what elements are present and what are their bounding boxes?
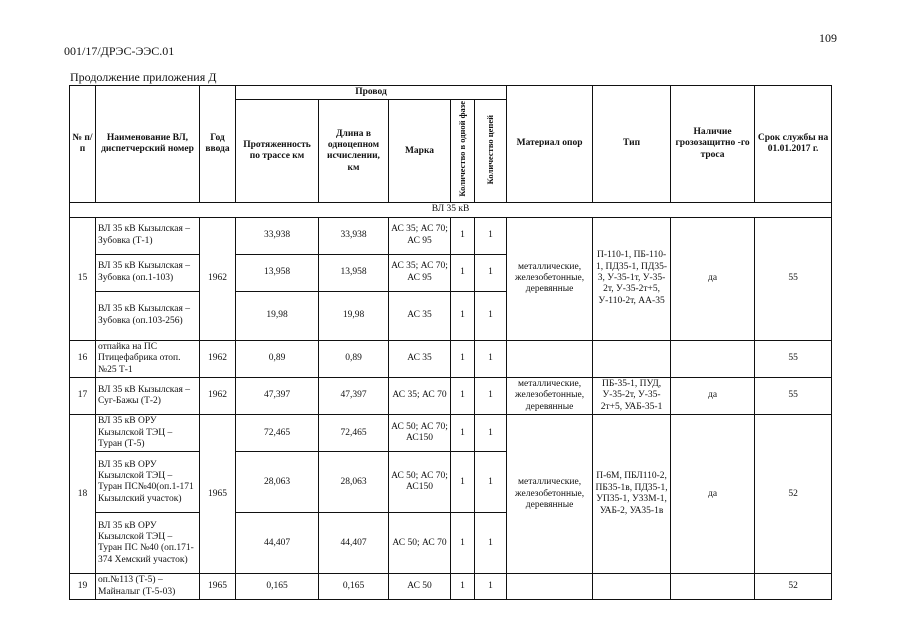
service-life: 55 [755, 377, 832, 414]
header-mark: Марка [389, 100, 451, 203]
support-material [507, 340, 593, 377]
row-num: 19 [70, 574, 96, 600]
wire-mark: АС 35; АС 70; АС 95 [389, 254, 451, 291]
table-row [70, 574, 832, 600]
wire-mark: АС 35; АС 70 [389, 377, 451, 414]
length-route: 0,89 [236, 340, 319, 377]
qty-phase: 1 [451, 513, 475, 574]
length-route: 47,397 [236, 377, 319, 414]
document-code: 001/17/ДРЭС-ЭЭС.01 [64, 44, 175, 58]
wire-mark: АС 50; АС 70; АС150 [389, 415, 451, 452]
qty-phase: 1 [451, 377, 475, 414]
header-year: Год ввода [200, 86, 236, 203]
length-single: 13,958 [319, 254, 389, 291]
line-name: ВЛ 35 кВ ОРУ Кызылской ТЭЦ – Туран (Т-5) [96, 415, 200, 452]
header-qty-circuits-text: Количество цепей [485, 114, 496, 184]
length-route: 13,958 [236, 254, 319, 291]
ground-wire [671, 574, 755, 600]
line-name: ВЛ 35 кВ Кызылская – Зубовка (оп.1-103) [96, 254, 200, 291]
year: 1962 [200, 340, 236, 377]
qty-circuits: 1 [475, 291, 507, 340]
year: 1965 [200, 574, 236, 600]
qty-circuits: 1 [475, 452, 507, 513]
section-title: ВЛ 35 кВ [70, 203, 832, 217]
length-route: 0,165 [236, 574, 319, 600]
header-type: Тип [593, 86, 671, 203]
line-name: оп.№113 (Т-5) – Майналыг (Т-5-03) [96, 574, 200, 600]
support-material [507, 574, 593, 600]
length-single: 47,397 [319, 377, 389, 414]
ground-wire: да [671, 217, 755, 340]
service-life: 55 [755, 217, 832, 340]
qty-phase: 1 [451, 415, 475, 452]
line-name: ВЛ 35 кВ Кызылская – Суг-Бажы (Т-2) [96, 377, 200, 414]
support-material: металлические, железобетонные, деревянные [507, 377, 593, 414]
length-route: 33,938 [236, 217, 319, 254]
length-route: 19,98 [236, 291, 319, 340]
length-single: 33,938 [319, 217, 389, 254]
year: 1962 [200, 377, 236, 414]
line-name: ВЛ 35 кВ Кызылская – Зубовка (оп.103-256) [96, 291, 200, 340]
table-row [70, 377, 832, 414]
header-ground-wire: Наличие грозозащитно -го троса [671, 86, 755, 203]
line-name: отпайка на ПС Птицефабрика отоп.№25 Т-1 [96, 340, 200, 377]
support-type: П-110-1, ПБ-110-1, ПД35-1, ПД35-3, У-35-1т, У-35-2т, У-35-2т+5, У-110-2т, АА-35 [593, 217, 671, 340]
qty-phase: 1 [451, 452, 475, 513]
qty-circuits: 1 [475, 574, 507, 600]
length-route: 44,407 [236, 513, 319, 574]
qty-circuits: 1 [475, 415, 507, 452]
wire-mark: АС 35; АС 70; АС 95 [389, 217, 451, 254]
support-material: металлические, железобетонные, деревянные [507, 217, 593, 340]
qty-circuits: 1 [475, 340, 507, 377]
support-type: ПБ-35-1, ПУД, У-35-2т, У-35-2т+5, УАБ-35-1 [593, 377, 671, 414]
wire-mark: АС 50; АС 70; АС150 [389, 452, 451, 513]
qty-circuits: 1 [475, 217, 507, 254]
header-length-single: Длина в одноцепном исчислении, км [319, 100, 389, 203]
line-name: ВЛ 35 кВ Кызылская – Зубовка (Т-1) [96, 217, 200, 254]
header-qty-circuits [475, 100, 507, 203]
table-row [70, 340, 832, 377]
header-service-life: Срок службы на 01.01.2017 г. [755, 86, 832, 203]
line-name: ВЛ 35 кВ ОРУ Кызылской ТЭЦ – Туран ПС№40(оп.1-171 Кызылский участок) [96, 452, 200, 513]
support-type: П-6М, ПБЛ110-2, ПБ35-1в, ПД35-1, УП35-1, У33М-1, УАБ-2, УА35-1в [593, 415, 671, 574]
qty-phase: 1 [451, 217, 475, 254]
support-type [593, 574, 671, 600]
page-number: 109 [819, 31, 837, 45]
ground-wire: да [671, 415, 755, 574]
header-name: Наименование ВЛ, диспетчерский номер [96, 86, 200, 203]
row-num: 18 [70, 415, 96, 574]
ground-wire: да [671, 377, 755, 414]
table-row [70, 415, 832, 452]
row-num: 17 [70, 377, 96, 414]
service-life: 55 [755, 340, 832, 377]
wire-mark: АС 50; АС 70 [389, 513, 451, 574]
service-life: 52 [755, 574, 832, 600]
length-route: 72,465 [236, 415, 319, 452]
length-route: 28,063 [236, 452, 319, 513]
header-qty-phase-text: Количество в одной фазе [457, 101, 468, 197]
qty-phase: 1 [451, 291, 475, 340]
qty-phase: 1 [451, 254, 475, 291]
header-length-route: Протяженность по трассе км [236, 100, 319, 203]
service-life: 52 [755, 415, 832, 574]
qty-circuits: 1 [475, 377, 507, 414]
appendix-caption: Продолжение приложения Д [70, 70, 217, 84]
support-material: металлические, железобетонные, деревянные [507, 415, 593, 574]
header-qty-phase [451, 100, 475, 203]
wire-mark: АС 35 [389, 291, 451, 340]
support-type [593, 340, 671, 377]
row-num: 15 [70, 217, 96, 340]
qty-circuits: 1 [475, 254, 507, 291]
header-support-material: Материал опор [507, 86, 593, 203]
length-single: 0,165 [319, 574, 389, 600]
header-wire-group: Провод [236, 86, 507, 100]
length-single: 28,063 [319, 452, 389, 513]
wire-mark: АС 35 [389, 340, 451, 377]
qty-circuits: 1 [475, 513, 507, 574]
line-name: ВЛ 35 кВ ОРУ Кызылской ТЭЦ – Туран ПС №40 (оп.171-374 Хемский участок) [96, 513, 200, 574]
qty-phase: 1 [451, 574, 475, 600]
table-row [70, 217, 832, 254]
header-num: № п/п [70, 86, 96, 203]
year: 1965 [200, 415, 236, 574]
length-single: 19,98 [319, 291, 389, 340]
length-single: 44,407 [319, 513, 389, 574]
qty-phase: 1 [451, 340, 475, 377]
length-single: 72,465 [319, 415, 389, 452]
year: 1962 [200, 217, 236, 340]
row-num: 16 [70, 340, 96, 377]
wire-mark: АС 50 [389, 574, 451, 600]
power-lines-table [69, 85, 832, 600]
ground-wire [671, 340, 755, 377]
length-single: 0,89 [319, 340, 389, 377]
